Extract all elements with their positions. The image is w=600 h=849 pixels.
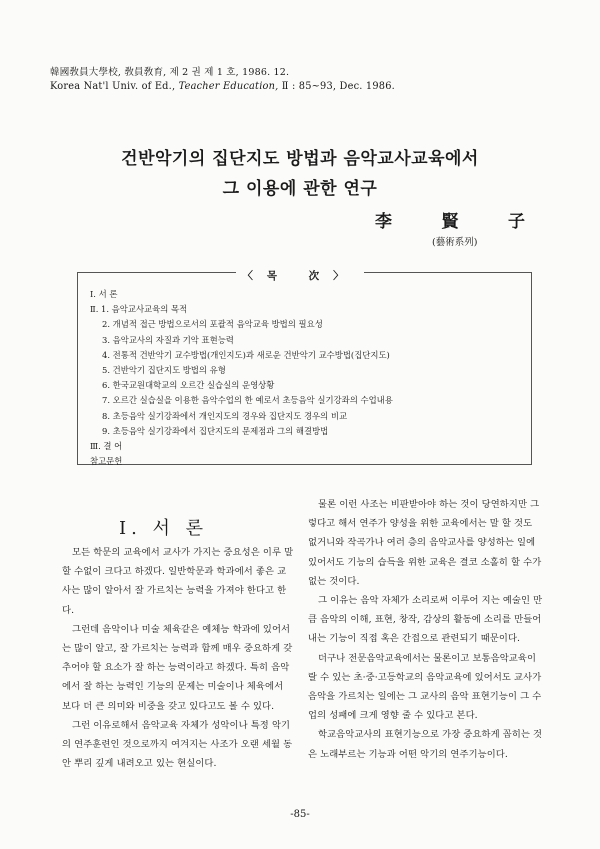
toc-item: 9. 초등음악 실기강좌에서 집단지도의 문제점과 그의 해결방법 — [102, 425, 329, 436]
body-column-left — [62, 543, 294, 773]
body-paragraph: 그 이유는 음악 자체가 소리로써 이루어 지는 예술인 만큼 음악의 이해, 표현, 창작, 감상의 활동에 소리를 만들어 내는 기능이 직접 혹은 간접으로 관련되기 때문이다. — [308, 595, 543, 645]
body-paragraph: 더구나 전문음악교육에서는 물론이고 보통음악교육이랄 수 있는 초·중·고등학교의 음악교육에 있어서도 교사가 음악을 가르치는 일에는 그 교사의 음악 표현기능이 그 수업의 성패에 크게 영향 줄 수 있다고 본다. — [308, 652, 542, 722]
author-affiliation: (藝術系列) — [432, 237, 478, 248]
section-title-introduction: Ⅰ. 서 론 — [119, 518, 209, 539]
author-name — [375, 207, 525, 232]
body-paragraph: 그런데 음악이나 미술 체육같은 예체능 학과에 있어서는 많이 알고, 잘 가르치는 능력과 함께 매우 중요하게 갖추어야 할 요소가 잘 하는 능력이라고 하겠다. 특히 음악에서 잘 하는 능력인 기능의 문제는 미술이나 체육에서 보다 더 큰 의미와 비중을 갖고 있다고도 볼 수 있다. — [62, 623, 293, 712]
toc-item: Ⅲ. 결 어 — [90, 440, 123, 451]
body-paragraph: 학교음악교사의 표현기능으로 가장 중요하게 꼽히는 것은 노래부르는 기능과 어떤 악기의 연주기능이다. — [308, 729, 543, 760]
author-char-3: 子 — [508, 212, 525, 232]
toc-item: 7. 오르간 실습실을 이용한 음악수업의 한 예로서 초등음악 실기강좌의 수업내용 — [102, 395, 393, 406]
journal-header-korean: 韓國敎員大學校, 敎員敎育, 제 2 권 제 1 호, 1986. 12. — [50, 67, 290, 78]
toc-item: 6. 한국교원대학교의 오르간 실습실의 운영상황 — [102, 380, 275, 391]
toc-item: Ⅱ. 1. 음악교사교육의 목적 — [90, 304, 188, 315]
toc-item: 8. 초등음악 실기강좌에서 개인지도의 경우와 집단지도 경우의 비교 — [102, 410, 348, 421]
body-column-right — [308, 495, 544, 764]
toc-item: Ⅰ. 서 론 — [90, 289, 118, 299]
paper-title-line-2: 그 이용에 관한 연구 — [222, 179, 378, 199]
paper-title-line-1: 건반악기의 집단지도 방법과 음악교사교육에서 — [121, 149, 479, 169]
author-char-1: 李 — [375, 212, 392, 232]
toc-item: 2. 개념적 접근 방법으로서의 포괄적 음악교육 방법의 필요성 — [102, 319, 323, 330]
header-journal-name: Teacher Education, — [178, 81, 279, 92]
toc-heading-text: 〈목 次〉 — [236, 270, 363, 282]
header-english-suffix: Ⅱ : 85~93, Dec. 1986. — [278, 81, 395, 92]
toc-item: 3. 음악교사의 자질과 기악 표현능력 — [102, 334, 234, 345]
journal-header-english — [50, 81, 395, 92]
author-char-2: 賢 — [441, 212, 459, 232]
toc-heading — [0, 264, 600, 283]
toc-list — [90, 287, 520, 469]
toc-item: 4. 전통적 건반악기 교수방법(개인지도)과 새로운 건반악기 교수방법(집단지도) — [102, 349, 390, 360]
header-english-prefix: Korea Nat'l Univ. of Ed., — [50, 81, 179, 92]
toc-item: 참고문헌 — [90, 456, 123, 467]
page-number: -85- — [290, 809, 310, 820]
body-paragraph: 물론 이런 사조는 비판받아야 하는 것이 당연하지만 그렇다고 해서 연주가 양성을 위한 교육에서는 말 할 것도 없거니와 작곡가나 여러 층의 음악교사를 양성하는 일에 있어서도 기능의 습득을 위한 교육은 결코 소홀히 할 수가 없는 것이다. — [308, 499, 542, 587]
toc-item: 5. 건반악기 집단지도 방법의 유형 — [102, 364, 226, 375]
body-paragraph: 그런 이유로해서 음악교육 자체가 성악이나 특정 악기의 연주훈련인 것으로까지 여겨지는 사조가 오랜 세월 동안 뿌리 깊게 내려오고 있는 현실이다. — [62, 719, 293, 770]
body-paragraph: 모든 학문의 교육에서 교사가 가지는 중요성은 이루 말 할 수없이 크다고 하겠다. 일반학문과 학과에서 좋은 교사는 많이 알아서 잘 가르치는 능력을 가져야 한다고 한다. — [62, 547, 294, 616]
